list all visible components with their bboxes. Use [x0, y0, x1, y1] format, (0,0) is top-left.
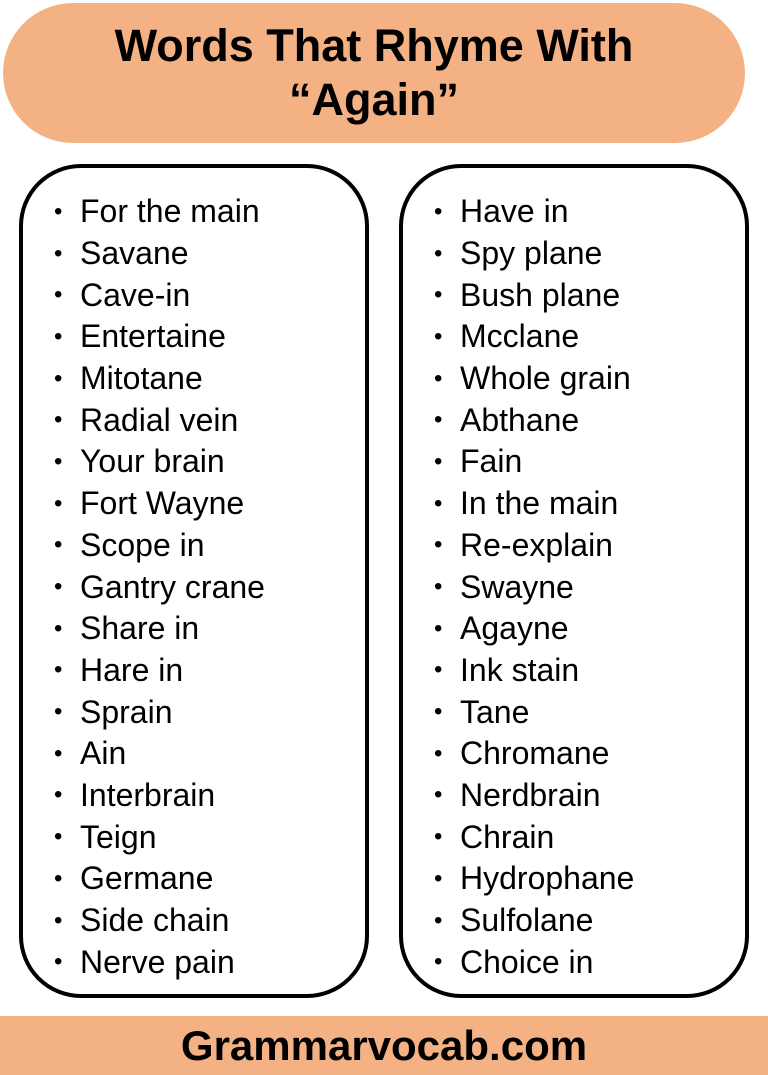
bullet-icon: • [54, 614, 63, 642]
list-item [54, 816, 265, 858]
list-item [434, 399, 634, 441]
word-text: Cave-in [80, 276, 191, 313]
bullet-icon: • [54, 197, 63, 225]
bullet-icon: • [434, 406, 443, 434]
list-item [434, 858, 634, 900]
bullet-icon: • [434, 239, 443, 267]
word-text: Hydrophane [460, 860, 635, 897]
bullet-icon: • [54, 823, 63, 851]
title-banner [3, 3, 745, 143]
bullet-icon: • [54, 698, 63, 726]
word-text: Radial vein [80, 401, 239, 438]
bullet-icon: • [54, 489, 63, 517]
bullet-icon: • [54, 739, 63, 767]
word-text: Abthane [460, 401, 580, 438]
bullet-icon: • [434, 823, 443, 851]
list-item [54, 566, 265, 608]
bullet-icon: • [54, 906, 63, 934]
bullet-icon: • [434, 489, 443, 517]
bullet-icon: • [54, 281, 63, 309]
word-text: Fort Wayne [80, 485, 245, 522]
list-item [54, 399, 265, 441]
list-item [54, 941, 265, 983]
list-item [434, 733, 634, 775]
bullet-icon: • [54, 406, 63, 434]
bullet-icon: • [434, 322, 443, 350]
list-item [434, 191, 634, 233]
word-text: Choice in [460, 943, 594, 980]
list-item [54, 274, 265, 316]
bullet-icon: • [434, 281, 443, 309]
word-text: Tane [460, 693, 530, 730]
word-text: Sprain [80, 693, 173, 730]
word-text: Nerdbrain [460, 776, 601, 813]
list-item [54, 441, 265, 483]
bullet-icon: • [54, 656, 63, 684]
right-word-list [434, 191, 634, 983]
bullet-icon: • [54, 573, 63, 601]
bullet-icon: • [434, 531, 443, 559]
bullet-icon: • [434, 948, 443, 976]
bullet-icon: • [54, 447, 63, 475]
list-item [54, 358, 265, 400]
bullet-icon: • [434, 864, 443, 892]
bullet-icon: • [434, 614, 443, 642]
list-item [54, 483, 265, 525]
word-text: Have in [460, 193, 569, 230]
list-item [54, 858, 265, 900]
list-item [54, 691, 265, 733]
bullet-icon: • [434, 573, 443, 601]
bullet-icon: • [434, 698, 443, 726]
bullet-icon: • [434, 447, 443, 475]
list-item [434, 274, 634, 316]
list-item [434, 650, 634, 692]
list-item [434, 525, 634, 567]
list-item [54, 191, 265, 233]
list-item [434, 816, 634, 858]
word-text: Sulfolane [460, 902, 594, 939]
word-text: Gantry crane [80, 568, 265, 605]
footer-banner [0, 1016, 768, 1075]
word-text: Savane [80, 235, 189, 272]
list-item [434, 566, 634, 608]
bullet-icon: • [54, 781, 63, 809]
list-item [434, 691, 634, 733]
word-text: Mitotane [80, 360, 203, 397]
list-item [54, 900, 265, 942]
list-item [54, 316, 265, 358]
bullet-icon: • [54, 322, 63, 350]
word-text: Share in [80, 610, 200, 647]
list-item [434, 316, 634, 358]
bullet-icon: • [434, 781, 443, 809]
bullet-icon: • [54, 948, 63, 976]
bullet-icon: • [54, 864, 63, 892]
list-item [434, 941, 634, 983]
left-word-list [54, 191, 265, 983]
bullet-icon: • [434, 656, 443, 684]
page-title-line-1: Words That Rhyme With [114, 20, 634, 71]
list-item [434, 775, 634, 817]
list-item [54, 650, 265, 692]
word-text: Nerve pain [80, 943, 235, 980]
word-text: Spy plane [460, 235, 603, 272]
word-text: Scope in [80, 526, 205, 563]
site-name: Grammarvocab.com [180, 1021, 588, 1069]
word-text: Chrain [460, 818, 555, 855]
list-item [54, 525, 265, 567]
word-text: Interbrain [80, 776, 216, 813]
list-item [434, 233, 634, 275]
word-text: Teign [80, 818, 157, 855]
word-text: Chromane [460, 735, 610, 772]
list-item [54, 608, 265, 650]
word-text: Germane [80, 860, 214, 897]
word-text: Your brain [80, 443, 225, 480]
list-item [54, 775, 265, 817]
bullet-icon: • [54, 531, 63, 559]
word-text: Side chain [80, 902, 230, 939]
bullet-icon: • [434, 739, 443, 767]
bullet-icon: • [54, 239, 63, 267]
word-text: Ain [80, 735, 127, 772]
list-item [434, 608, 634, 650]
right-word-panel [399, 164, 749, 998]
list-item [434, 441, 634, 483]
word-text: Mcclane [460, 318, 580, 355]
word-text: Fain [460, 443, 523, 480]
word-text: Agayne [460, 610, 569, 647]
bullet-icon: • [54, 364, 63, 392]
bullet-icon: • [434, 906, 443, 934]
word-text: In the main [460, 485, 619, 522]
word-text: Entertaine [80, 318, 226, 355]
word-text: Hare in [80, 651, 184, 688]
list-item [434, 900, 634, 942]
list-item [54, 733, 265, 775]
word-text: Whole grain [460, 360, 631, 397]
list-item [434, 358, 634, 400]
word-text: Swayne [460, 568, 574, 605]
page-title-line-2: “Again” [288, 74, 459, 125]
bullet-icon: • [434, 197, 443, 225]
bullet-icon: • [434, 364, 443, 392]
word-text: Ink stain [460, 651, 580, 688]
list-item [54, 233, 265, 275]
word-text: Bush plane [460, 276, 621, 313]
left-word-panel [19, 164, 369, 998]
word-text: For the main [80, 193, 260, 230]
word-text: Re-explain [460, 526, 613, 563]
list-item [434, 483, 634, 525]
